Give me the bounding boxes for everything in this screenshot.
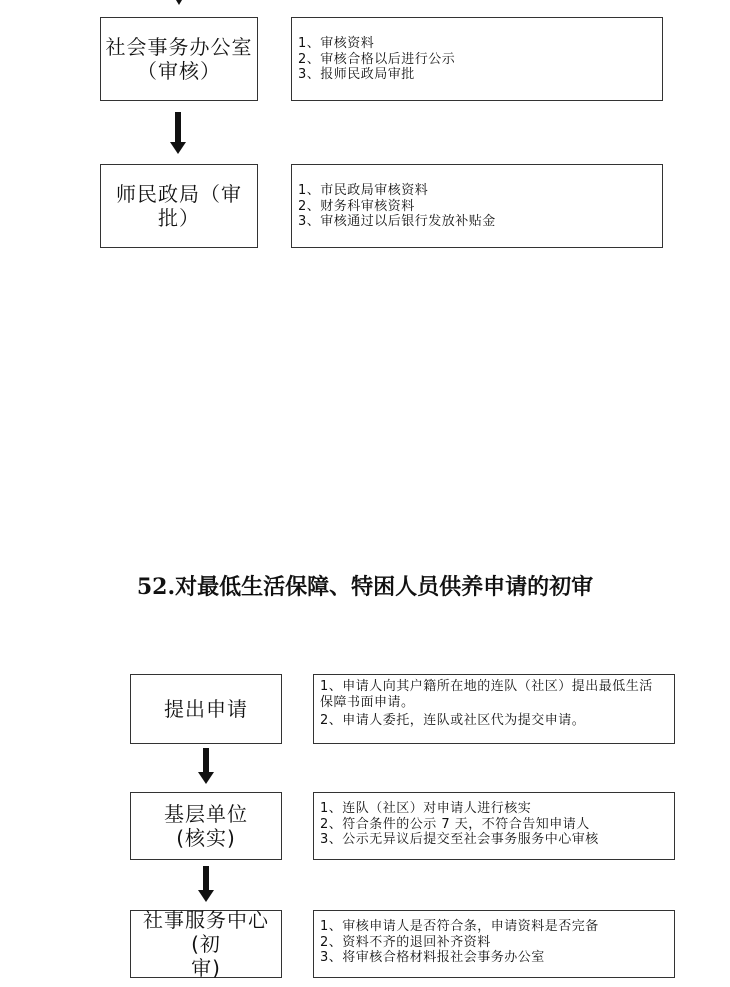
step-label-line: （审核） bbox=[137, 59, 221, 83]
detail-line: 保障书面申请。 bbox=[320, 694, 415, 710]
detail-line: 2、财务科审核资料 bbox=[298, 198, 415, 214]
detail-line: 3、审核通过以后银行发放补贴金 bbox=[298, 214, 496, 229]
detail-line: 3、报师民政局审批 bbox=[298, 67, 415, 82]
step-label-line: 社事服务中心(初 bbox=[143, 908, 269, 956]
step-label-line: 社会事务办公室 bbox=[105, 35, 253, 59]
step-box-social-affairs-office bbox=[100, 17, 258, 101]
flow-arrow-down bbox=[198, 866, 214, 904]
details-box-social-affairs-office bbox=[291, 17, 663, 101]
details-box-grassroots-unit bbox=[313, 792, 675, 860]
flow-arrow-down bbox=[170, 112, 186, 156]
step-box-civil-affairs-bureau bbox=[100, 164, 258, 248]
detail-line: 2、申请人委托，连队或社区代为提交申请。 bbox=[320, 713, 586, 728]
step-box-grassroots-unit bbox=[130, 792, 282, 860]
step-label-line: 师民政局（审批） bbox=[116, 182, 242, 230]
detail-line: 3、将审核合格材料报社会事务办公室 bbox=[320, 950, 545, 965]
section-title: 52.对最低生活保障、特困人员供养申请的初审 bbox=[136, 574, 594, 600]
detail-line: 3、公示无异议后提交至社会事务服务中心审核 bbox=[320, 832, 599, 847]
step-box-service-center-review bbox=[130, 910, 282, 978]
detail-line: 2、审核合格以后进行公示 bbox=[298, 51, 456, 67]
step-label-line: 提出申请 bbox=[164, 697, 248, 721]
step-label-line: 审) bbox=[191, 956, 221, 980]
details-box-submit-application bbox=[313, 674, 675, 744]
detail-line: 1、审核资料 bbox=[298, 36, 375, 51]
details-box-service-center-review bbox=[313, 910, 675, 978]
step-label-line: (核实) bbox=[176, 826, 236, 850]
detail-line: 2、符合条件的公示 7 天，不符合告知申请人 bbox=[320, 816, 590, 832]
step-label-line: 基层单位 bbox=[164, 802, 248, 826]
detail-line: 1、审核申请人是否符合条，申请资料是否完备 bbox=[320, 919, 599, 934]
arrow-tail-mark bbox=[176, 0, 182, 5]
step-box-submit-application bbox=[130, 674, 282, 744]
details-box-civil-affairs-bureau bbox=[291, 164, 663, 248]
flow-arrow-down bbox=[198, 748, 214, 786]
detail-line: 1、市民政局审核资料 bbox=[298, 183, 429, 198]
detail-line: 2、资料不齐的退回补齐资料 bbox=[320, 934, 491, 950]
detail-line: 1、申请人向其户籍所在地的连队（社区）提出最低生活 bbox=[320, 679, 653, 694]
detail-line: 1、连队（社区）对申请人进行核实 bbox=[320, 801, 532, 816]
